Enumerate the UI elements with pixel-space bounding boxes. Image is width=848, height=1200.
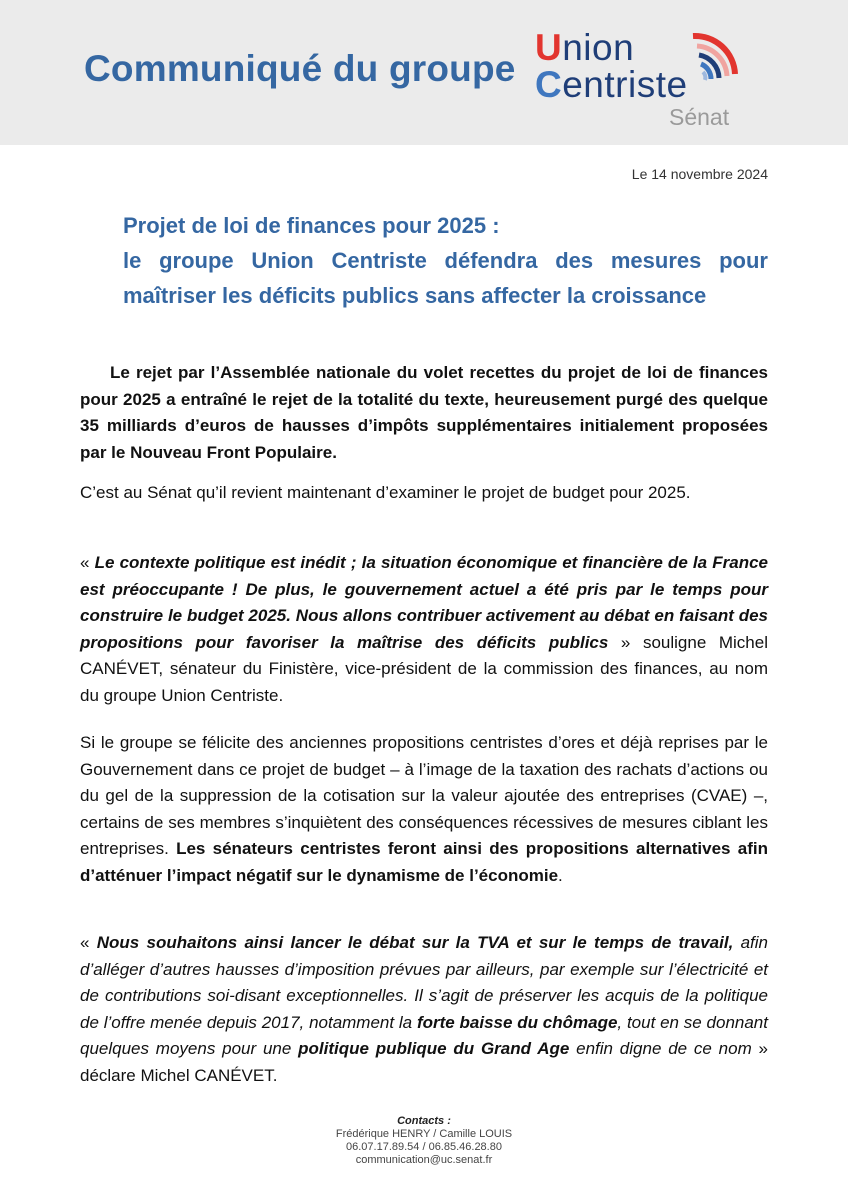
union-centriste-logo [533,24,743,134]
contacts-phones: 06.07.17.89.54 / 06.85.46.28.80 [346,1141,502,1153]
title-line-2: le groupe Union Centriste défendra des mesures pour [123,248,768,273]
header-banner [0,0,848,145]
emphasis-alternatives: Les sénateurs centristes feront ainsi des propositions alternatives afin d’atténuer l’impact négatif sur le dynamisme de l’économie [80,839,768,885]
paragraph-group-position: Si le groupe se félicite des anciennes propositions centristes d’ores et déjà reprises par le Gouvernement dans ce projet de budget – à l’image de la taxation des rachats d’actions ou du gel de la suppression de la cotisation sur la valeur ajoutée des entreprises (CVAE) –, certains de ses membres s’inquiètent des conséquences récessives de mesures ciblant les entreprises. Les sénateurs centristes feront ainsi des propositions alternatives afin d’atténuer l’impact négatif sur le dynamisme de l’économie. [80,733,768,885]
contacts-names: Frédérique HENRY / Camille LOUIS [335,1128,513,1140]
paragraph-intro: Le rejet par l’Assemblée nationale du volet recettes du projet de loi de finances pour 2025 a entraîné le rejet de la totalité du texte, heureusement purgé des quelque 35 milliards d’euros de hausses d’impôts supplémentaires initialement proposées par le Nouveau Front Populaire. [80,363,768,462]
title-line-1: Projet de loi de finances pour 2025 : [123,213,500,238]
release-date: Le 14 novembre 2024 [631,166,768,182]
logo-word-senat: Sénat [669,104,730,130]
title-line-3: maîtriser les déficits publics sans affecter la croissance [123,283,707,308]
header-title: Communiqué du groupe [84,48,516,89]
contacts-email: communication@uc.senat.fr [355,1154,493,1166]
quote-text: Le contexte politique est inédit ; la situation économique et financière de la France est préoccupante ! De plus, le gouvernement actuel a été pris par le temps pour construire le budget 2025. Nous allons contribuer activement au débat en faisant des propositions pour favoriser la maîtrise des déficits publics [80,553,768,652]
contacts-block [0,1115,848,1167]
press-release-title [123,208,768,313]
paragraph-quote-canevet: « Le contexte politique est inédit ; la situation économique et financière de la France est préoccupante ! De plus, le gouvernement actuel a été pris par le temps pour construire le budget 2025. Nous allons contribuer activement au débat en faisant des propositions pour favoriser la maîtrise des déficits publics » souligne Michel CANÉVET, sénateur du Finistère, vice-président de la commission des finances, au nom du groupe Union Centriste. [80,553,768,705]
paragraph-quote-tva: « Nous souhaitons ainsi lancer le débat sur la TVA et sur le temps de travail, afin d’alléger d’autres hausses d’imposition prévues par ailleurs, par exemple sur l’électricité et de contributions soi-disant exceptionnelles. Il s’agit de préserver les acquis de la politique de l’offre menée depuis 2017, notamment la forte baisse du chômage, tout en se donnant quelques moyens pour une politique publique du Grand Age enfin digne de ce nom » déclare Michel CANÉVET. [80,933,769,1085]
paragraph-senate: C’est au Sénat qu’il revient maintenant d’examiner le projet de budget pour 2025. [80,483,691,502]
logo-word-centriste: Centriste [535,64,688,105]
logo-word-union: Union [535,27,635,68]
contacts-label: Contacts : [397,1115,451,1127]
